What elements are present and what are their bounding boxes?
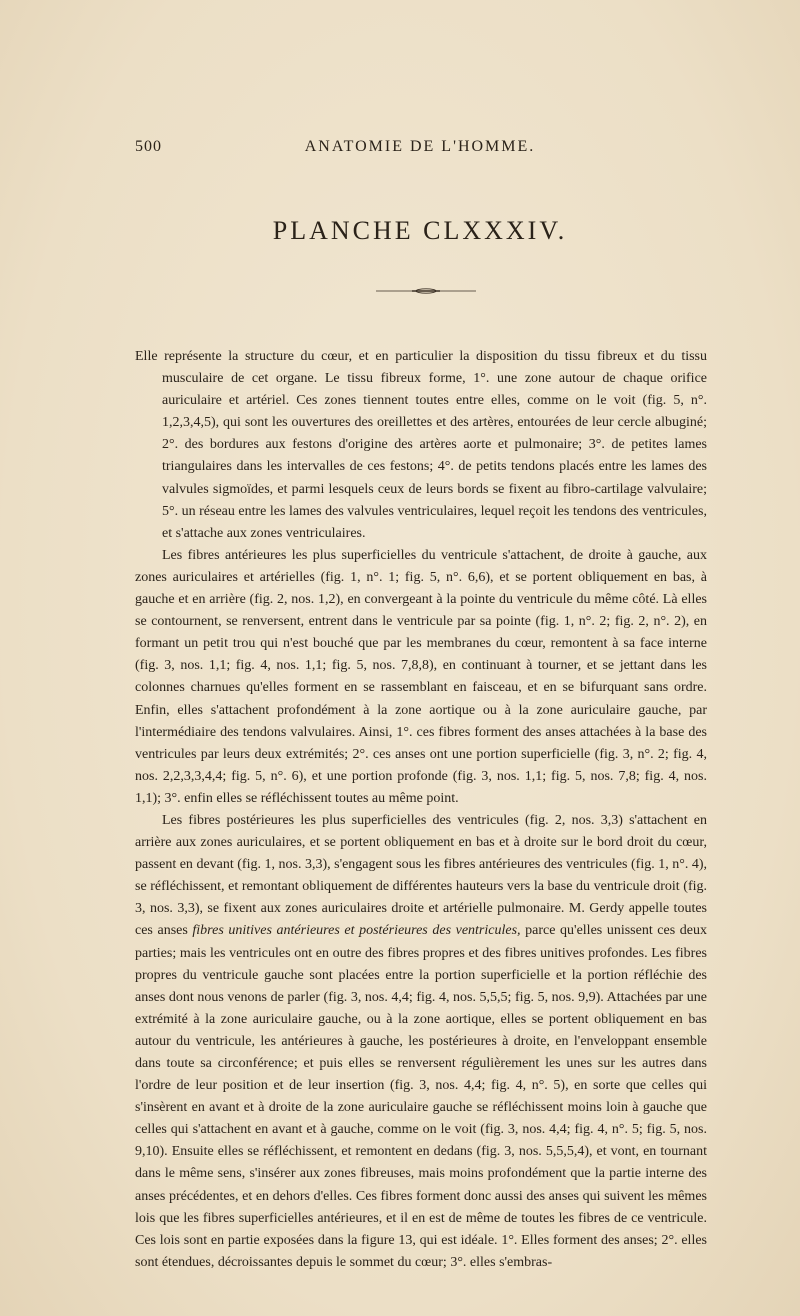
plate-title: PLANCHE CLXXXIV. — [272, 216, 568, 245]
italic-term: fibres unitives antérieures et postérieures des ventricules, — [192, 923, 521, 939]
paragraph-posterior-fibres: Les fibres postérieures les plus superficielles des ventricules (fig. 2, nos. 3,3) s'attachent en arrière aux zones auriculaires, et se portent obliquement en bas et à droite sur le bord droit du cœur, passent en devant (fig. 1, nos. 3,3), s'engagent sous les fibres antérieures des ventricules (fig. 1, n°. 4), se réfléchissent, et remontant obliquement de différentes hauteurs vers la base du ventricule droit (fig. 3, nos. 3,3), se fixent aux zones auriculaires droite et artérielle pulmonaire. M. Gerdy appelle toutes ces anses fibres unitives antérieures et postérieures des ventricules, parce qu'elles unissent ces deux parties; mais les ventricules ont en outre des fibres propres et des fibres unitives profondes. Les fibres propres du ventricule gauche sont placées entre la portion superficielle et la portion réfléchie des anses dont nous venons de parler (fig. 3, nos. 4,4; fig. 4, nos. 5,5,5; fig. 5, nos. 9,9). Attachées par une extrémité à la zone auriculaire gauche, ou à la zone aortique, elles se portent obliquement en bas autour du ventricule, les antérieures à gauche, les postérieures à droite, en l'enveloppant ensemble dans toute sa circonférence; et puis elles se renversent régulièrement les unes sur les autres dans l'ordre de leur position et de leur insertion (fig. 3, nos. 4,4; fig. 4, n°. 5), en sorte que celles qui s'insèrent en avant et à droite de la zone auriculaire gauche se réfléchissent moins loin à gauche que celles qui s'attachent en avant et à gauche, comme on le voit (fig. 3, nos. 4,4; fig. 4, n°. 5; fig. 5, nos. 9,10). Ensuite elles se réfléchissent, et remontent en dedans (fig. 3, nos. 5,5,5,4), et vont, en tournant dans le même sens, s'insérer aux zones fibreuses, mais moins profondément que la partie interne des anses précédentes, et en dehors d'elles. Ces fibres forment donc aussi des anses qui suivent les mêmes lois que les fibres superficielles antérieures, et il en est de même de toutes les fibres de ce ventricule. Ces lois sont en partie exposées dans la figure 13, qui est idéale. 1°. Elles forment des anses; 2°. elles sont étendues, décroissantes depuis le sommet du cœur; 3°. elles s'embras- — [135, 812, 708, 1270]
paragraph-intro: Elle représente la structure du cœur, et en particulier la disposition du tissu fibreux et du tissu musculaire de cet organe. Le tissu fibreux forme, 1°. une zone autour de chaque orifice auriculaire et artériel. Ces zones tiennent toutes entre elles, comme on le voit (fig. 5, n°. 1,2,3,4,5), qui sont les ouvertures des oreillettes et des artères, entourées de leur cercle albuginé; 2°. des bordures aux festons d'origine des artères aorte et pulmonaire; 3°. de petites lames triangulaires dans les intervalles de ces festons; 4°. de petits tendons placés entre les lames des valvules sigmoïdes, et parmi lesquels ceux de leurs bords se fixent au fibro-cartilage valvulaire; 5°. un réseau entre les lames des valvules ventriculaires, lequel reçoit les tendons des ventricules, et s'attache aux zones ventriculaires. — [135, 349, 707, 541]
body-text — [135, 346, 707, 1274]
page-number: 500 — [135, 138, 162, 155]
paragraph-anterior-fibres: Les fibres antérieures les plus superficielles du ventricule s'attachent, de droite à gauche, aux zones auriculaires et artérielles (fig. 1, n°. 1; fig. 5, n°. 6,6), et se portent obliquement en bas, à gauche et en arrière (fig. 2, nos. 1,2), en convergeant à la pointe du ventricule du même côté. Là elles se contournent, se renversent, entrent dans le ventricule par sa pointe (fig. 1, n°. 2; fig. 2, n°. 2), en formant un petit trou qui n'est bouché que par les membranes du cœur, remontent à sa face interne (fig. 3, nos. 1,1; fig. 4, nos. 1,1; fig. 5, nos. 7,8,8), en continuant à tourner, et se jettant dans les colonnes charnues qu'elles forment en se rassemblant en faisceau, et en se bifurquant sans ordre. Enfin, elles s'attachent profondément à la zone aortique ou à la zone auriculaire gauche, par l'intermédiaire des tendons valvulaires. Ainsi, 1°. ces fibres forment des anses attachées à la base des ventricules par leurs deux extrémités; 2°. ces anses ont une portion superficielle (fig. 3, n°. 2; fig. 4, nos. 2,2,3,3,4,4; fig. 5, n°. 6), et une portion profonde (fig. 3, nos. 1,1; fig. 5, nos. 7,8; fig. 4, nos. 1,1); 3°. enfin elles se réfléchissent toutes au même point. — [135, 547, 707, 806]
ornament-rule — [376, 288, 476, 294]
running-title: ANATOMIE DE L'HOMME. — [304, 138, 536, 155]
